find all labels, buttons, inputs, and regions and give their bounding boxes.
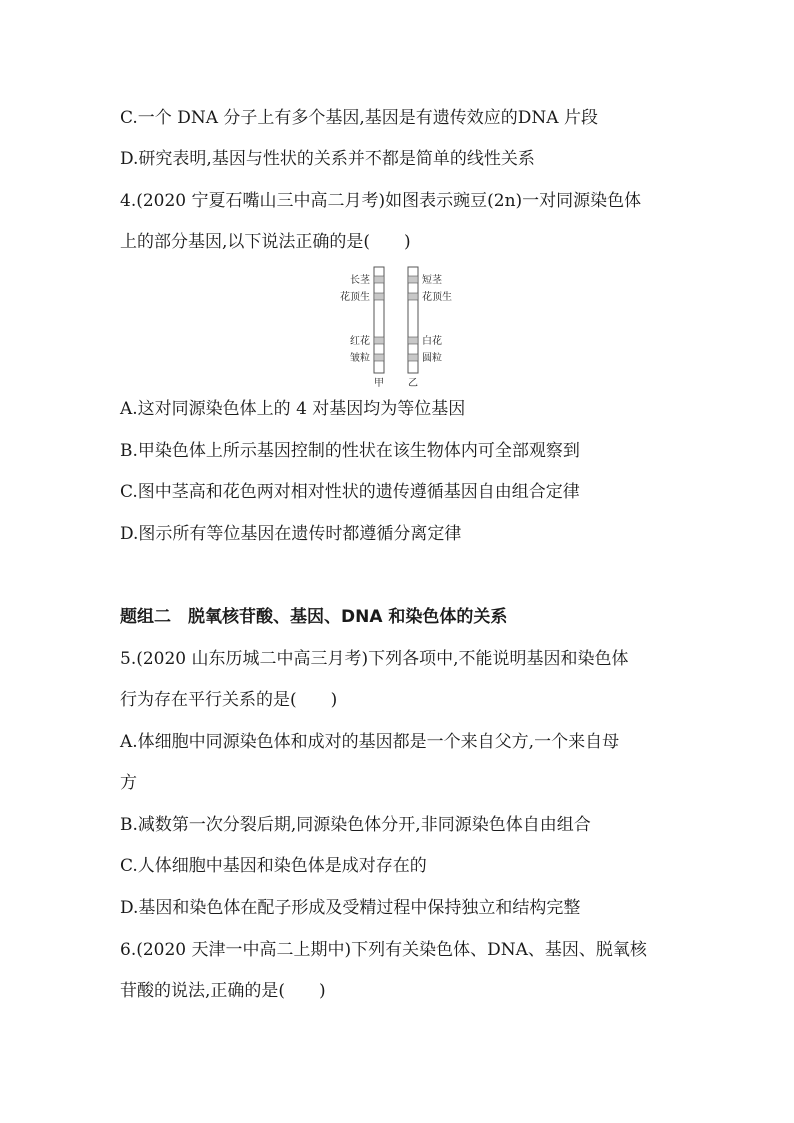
label-red-flower: 红花 <box>350 336 370 347</box>
question-4-stem-line1: 4.(2020 宁夏石嘴山三中高二月考)如图表示豌豆(2n)一对同源染色体 <box>120 191 642 211</box>
label-long-stem: 长茎 <box>350 275 370 286</box>
gene-band-yi-1 <box>408 276 418 283</box>
chromosome-figure <box>330 262 470 392</box>
gene-band-jia-1 <box>374 276 384 283</box>
option-4b: B.甲染色体上所示基因控制的性状在该生物体内可全部观察到 <box>120 441 580 461</box>
label-short-stem: 短茎 <box>422 275 442 286</box>
question-6-stem-line1: 6.(2020 天津一中高二上期中)下列有关染色体、DNA、基因、脱氧核 <box>120 940 647 960</box>
question-5-stem-line1: 5.(2020 山东历城二中高三月考)下列各项中,不能说明基因和染色体 <box>120 649 629 669</box>
label-wrinkled-seed: 皱粒 <box>350 353 370 364</box>
label-terminal-flower-right: 花顶生 <box>422 292 452 303</box>
option-5c: C.人体细胞中基因和染色体是成对存在的 <box>120 856 427 876</box>
option-3d: D.研究表明,基因与性状的关系并不都是简单的线性关系 <box>120 149 535 169</box>
gene-band-jia-3 <box>374 337 384 344</box>
label-chromosome-yi: 乙 <box>408 378 418 389</box>
option-4d: D.图示所有等位基因在遗传时都遵循分离定律 <box>120 524 462 544</box>
option-5d: D.基因和染色体在配子形成及受精过程中保持独立和结构完整 <box>120 898 581 918</box>
option-4c: C.图中茎高和花色两对相对性状的遗传遵循基因自由组合定律 <box>120 482 580 502</box>
option-4a: A.这对同源染色体上的 4 对基因均为等位基因 <box>120 399 466 419</box>
label-round-seed: 圆粒 <box>422 353 442 364</box>
question-6-stem-line2: 苷酸的说法,正确的是( ) <box>120 981 326 1001</box>
option-5a-line1: A.体细胞中同源染色体和成对的基因都是一个来自父方,一个来自母 <box>120 732 620 752</box>
chromosome-diagram <box>330 262 470 392</box>
label-chromosome-jia: 甲 <box>374 378 384 389</box>
question-5-stem-line2: 行为存在平行关系的是( ) <box>120 690 338 710</box>
gene-band-jia-2 <box>374 293 384 300</box>
gene-band-yi-4 <box>408 354 418 361</box>
option-3c: C.一个 DNA 分子上有多个基因,基因是有遗传效应的DNA 片段 <box>120 108 598 128</box>
gene-band-yi-3 <box>408 337 418 344</box>
option-5b: B.减数第一次分裂后期,同源染色体分开,非同源染色体自由组合 <box>120 815 591 835</box>
question-4-stem-line2: 上的部分基因,以下说法正确的是( ) <box>120 232 411 252</box>
section-heading-group-2: 题组二 脱氧核苷酸、基因、DNA 和染色体的关系 <box>120 607 508 627</box>
option-5a-line2: 方 <box>120 773 137 793</box>
label-white-flower: 白花 <box>422 336 442 347</box>
gene-band-yi-2 <box>408 293 418 300</box>
label-terminal-flower-left: 花顶生 <box>340 292 370 303</box>
gene-band-jia-4 <box>374 354 384 361</box>
